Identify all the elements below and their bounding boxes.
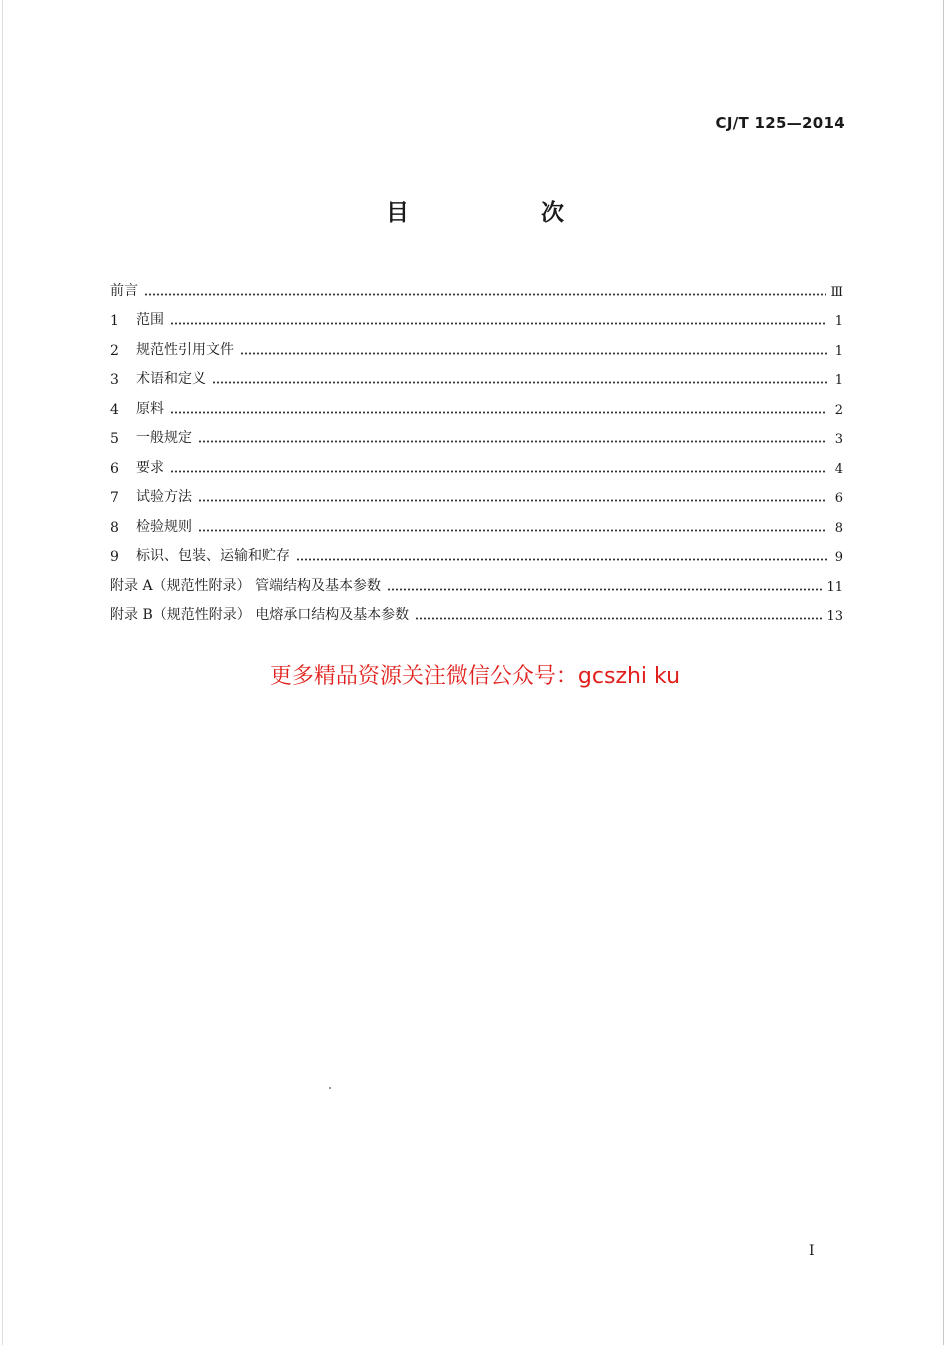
toc-entry[interactable] [110, 418, 843, 448]
toc-entry-number: 1 [110, 313, 119, 329]
toc-entry-label: 试验方法 [136, 489, 192, 505]
toc-leader-dots [415, 617, 822, 620]
toc-leader-dots [387, 588, 822, 591]
toc-entry-page: 1 [834, 314, 843, 329]
toc-leader-dots [170, 411, 827, 414]
toc-leader-dots [198, 529, 827, 532]
toc-leader-dots [144, 293, 826, 296]
toc-leader-dots [240, 352, 827, 355]
toc-entry-label: 附录 B（规范性附录） 电熔承口结构及基本参数 [110, 607, 410, 623]
toc-leader-dots [170, 470, 827, 473]
toc-entry-page: 2 [834, 402, 843, 418]
toc-entry-number: 8 [110, 519, 119, 536]
toc-entry[interactable] [110, 565, 843, 595]
toc-entry-number: 9 [110, 549, 119, 565]
toc-entry-label: 一般规定 [136, 430, 192, 446]
toc-entry-number: 3 [110, 372, 119, 388]
toc-entry-page: 11 [826, 579, 843, 595]
toc-entry-page: 9 [834, 550, 843, 565]
toc-entry[interactable] [110, 536, 843, 566]
toc-entry[interactable] [110, 359, 843, 389]
page-number: I [809, 1243, 815, 1259]
toc-entry-label: 原料 [136, 400, 164, 417]
toc-entry-label: 附录 A（规范性附录） 管端结构及基本参数 [110, 577, 382, 594]
toc-entry-number: 7 [110, 490, 119, 506]
toc-entry[interactable] [110, 270, 843, 300]
toc-entry[interactable] [110, 300, 843, 330]
toc-entry-label: 术语和定义 [136, 371, 206, 387]
toc-entry-number: 6 [110, 460, 119, 477]
standard-code: CJ/T 125—2014 [715, 114, 845, 132]
toc-leader-dots [296, 558, 827, 561]
toc-entry[interactable] [110, 595, 843, 625]
toc-entry-label: 要求 [136, 459, 164, 476]
promo-watermark-text: 更多精品资源关注微信公众号：gcszhi ku [269, 664, 681, 689]
toc-leader-dots [170, 322, 827, 325]
toc-entry-number: 2 [110, 342, 119, 359]
table-of-contents [110, 270, 843, 624]
toc-leader-dots [212, 381, 827, 384]
toc-entry-page: 3 [834, 432, 843, 447]
toc-entry[interactable] [110, 506, 843, 536]
toc-entry-label: 规范性引用文件 [136, 341, 234, 358]
toc-entry[interactable] [110, 447, 843, 477]
toc-leader-dots [198, 499, 827, 502]
toc-entry-page: 13 [826, 609, 843, 624]
toc-entry-label: 前言 [110, 282, 138, 299]
toc-entry-label: 标识、包装、运输和贮存 [136, 548, 290, 564]
toc-entry-number: 4 [110, 401, 119, 418]
toc-entry-label: 检验规则 [136, 518, 192, 535]
toc-title: 目 次 [385, 200, 606, 226]
toc-entry-number: 5 [110, 431, 119, 447]
toc-entry-page: 6 [834, 491, 843, 506]
scan-speck [329, 1087, 331, 1089]
toc-entry-label: 范围 [136, 312, 164, 328]
toc-leader-dots [198, 440, 827, 443]
toc-entry-page: Ⅲ [830, 284, 843, 300]
toc-entry-page: 8 [834, 520, 843, 536]
toc-entry-page: 1 [834, 373, 843, 388]
toc-entry[interactable] [110, 477, 843, 507]
toc-entry-page: 4 [834, 461, 843, 477]
toc-entry[interactable] [110, 388, 843, 418]
toc-entry-page: 1 [834, 343, 843, 359]
toc-entry[interactable] [110, 329, 843, 359]
